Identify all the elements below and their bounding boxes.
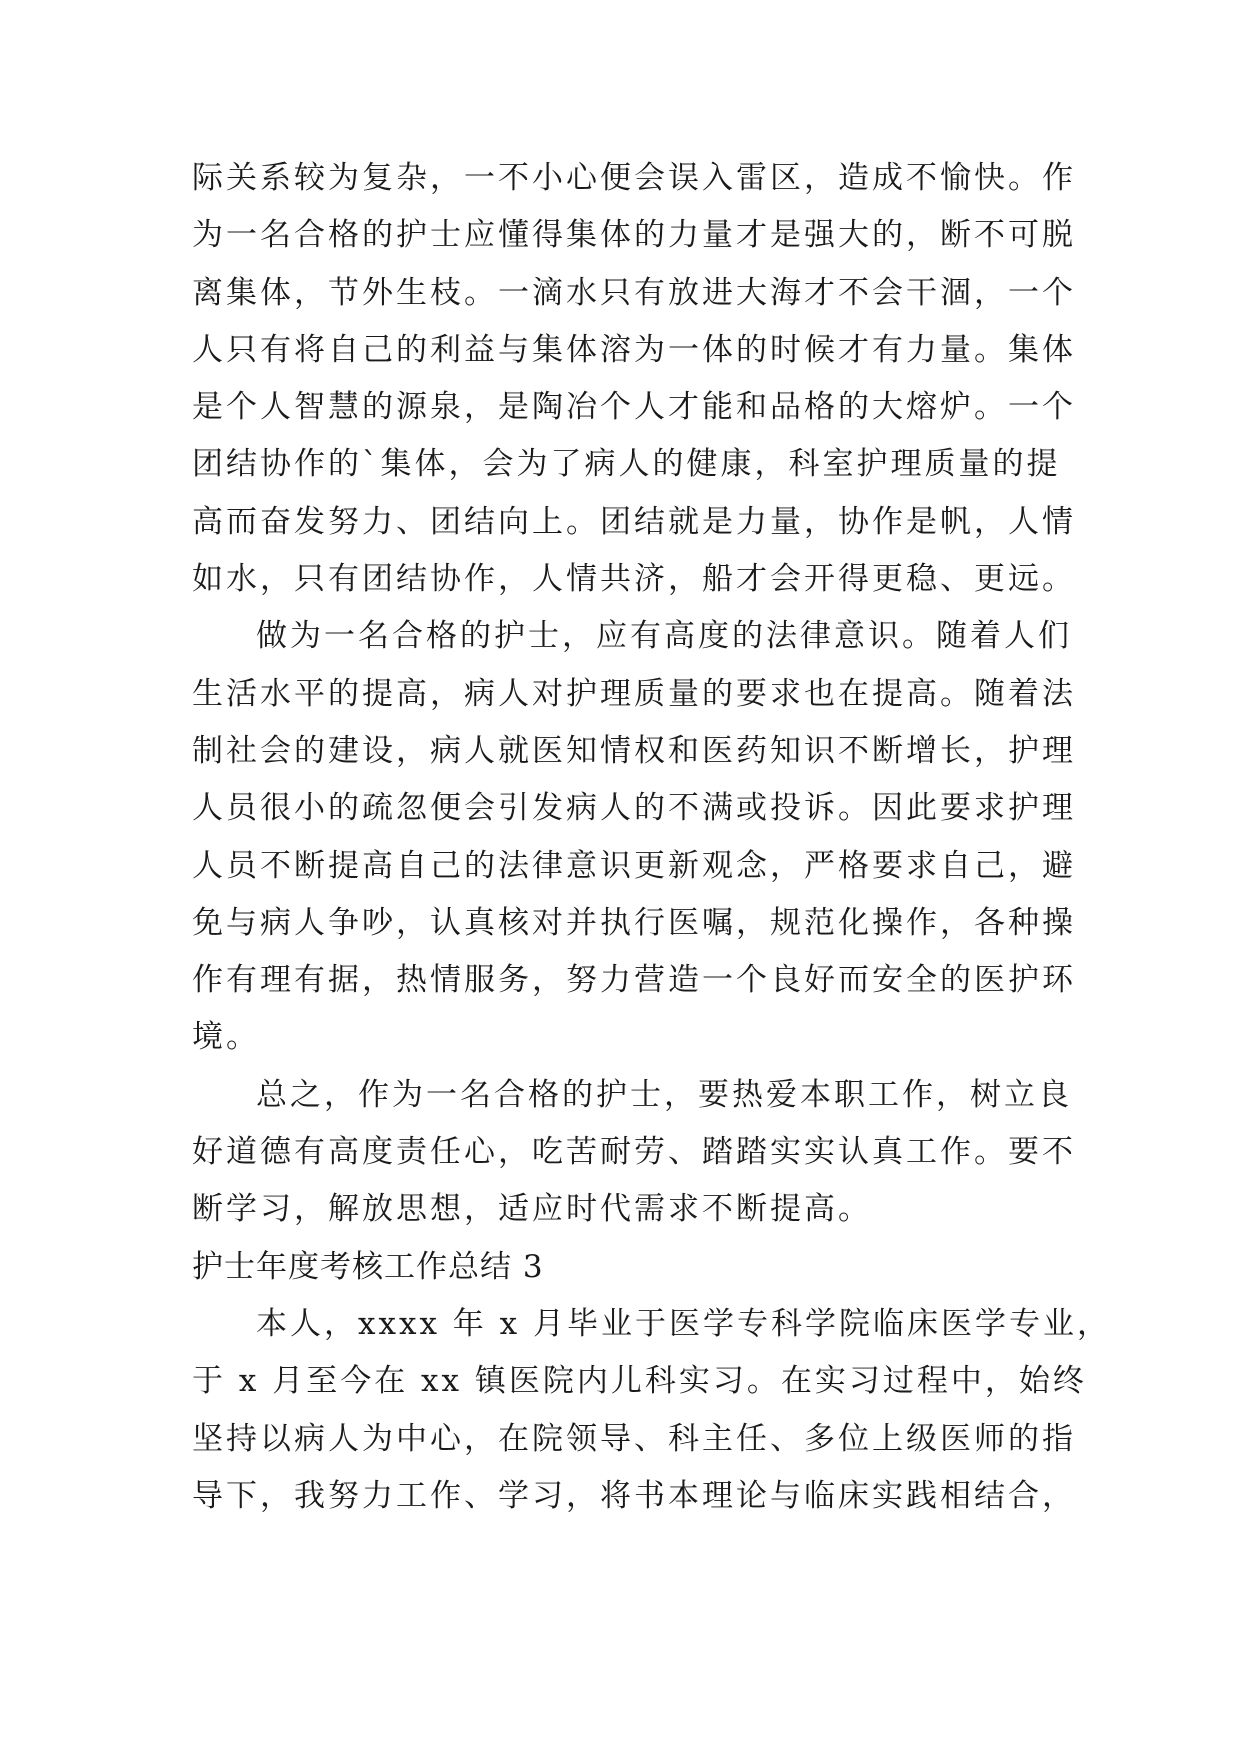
- text-line: 如水，只有团结协作，人情共济，船才会开得更稳、更远。: [192, 561, 1076, 598]
- text-line: 境。: [192, 1019, 260, 1056]
- text-line: 断学习，解放思想，适应时代需求不断提高。: [192, 1191, 872, 1228]
- text-line: 于 x 月至今在 xx 镇医院内儿科实习。在实习过程中，始终: [192, 1363, 1087, 1400]
- text-line: 作有理有据，热情服务，努力营造一个良好而安全的医护环: [192, 962, 1076, 999]
- text-line: 做为一名合格的护士，应有高度的法律意识。随着人们: [256, 618, 1072, 655]
- text-line: 为一名合格的护士应懂得集体的力量才是强大的，断不可脱: [192, 217, 1076, 254]
- text-line: 团结协作的`集体，会为了病人的健康，科室护理质量的提: [192, 446, 1061, 483]
- text-line: 人员不断提高自己的法律意识更新观念，严格要求自己，避: [192, 847, 1076, 884]
- text-line: 坚持以病人为中心，在院领导、科主任、多位上级医师的指: [192, 1420, 1076, 1457]
- document-body: [192, 150, 1111, 1525]
- text-line: 际关系较为复杂，一不小心便会误入雷区，造成不愉快。作: [192, 160, 1076, 196]
- text-line: 是个人智慧的源泉，是陶冶个人才能和品格的大熔炉。一个: [192, 389, 1076, 426]
- text-line: 制社会的建设，病人就医知情权和医药知识不断增长，护理: [192, 732, 1076, 769]
- text-line: 离集体，节外生枝。一滴水只有放进大海才不会干涸，一个: [192, 274, 1076, 311]
- text-line: 人只有将自己的利益与集体溶为一体的时候才有力量。集体: [192, 331, 1076, 368]
- text-line: 导下，我努力工作、学习，将书本理论与临床实践相结合，: [192, 1477, 1076, 1514]
- text-line: 免与病人争吵，认真核对并执行医嘱，规范化操作，各种操: [192, 904, 1076, 941]
- text-line: 总之，作为一名合格的护士，要热爱本职工作，树立良: [256, 1076, 1072, 1113]
- text-line: 本人，xxxx 年 x 月毕业于医学专科学院临床医学专业，: [256, 1305, 1111, 1342]
- text-line: 高而奋发努力、团结向上。团结就是力量，协作是帆，人情: [192, 503, 1076, 540]
- section-heading: 护士年度考核工作总结 3: [192, 1248, 544, 1285]
- text-line: 好道德有高度责任心，吃苦耐劳、踏踏实实认真工作。要不: [192, 1134, 1076, 1171]
- text-line: 生活水平的提高，病人对护理质量的要求也在提高。随着法: [192, 675, 1076, 712]
- text-line: 人员很小的疏忽便会引发病人的不满或投诉。因此要求护理: [192, 790, 1076, 827]
